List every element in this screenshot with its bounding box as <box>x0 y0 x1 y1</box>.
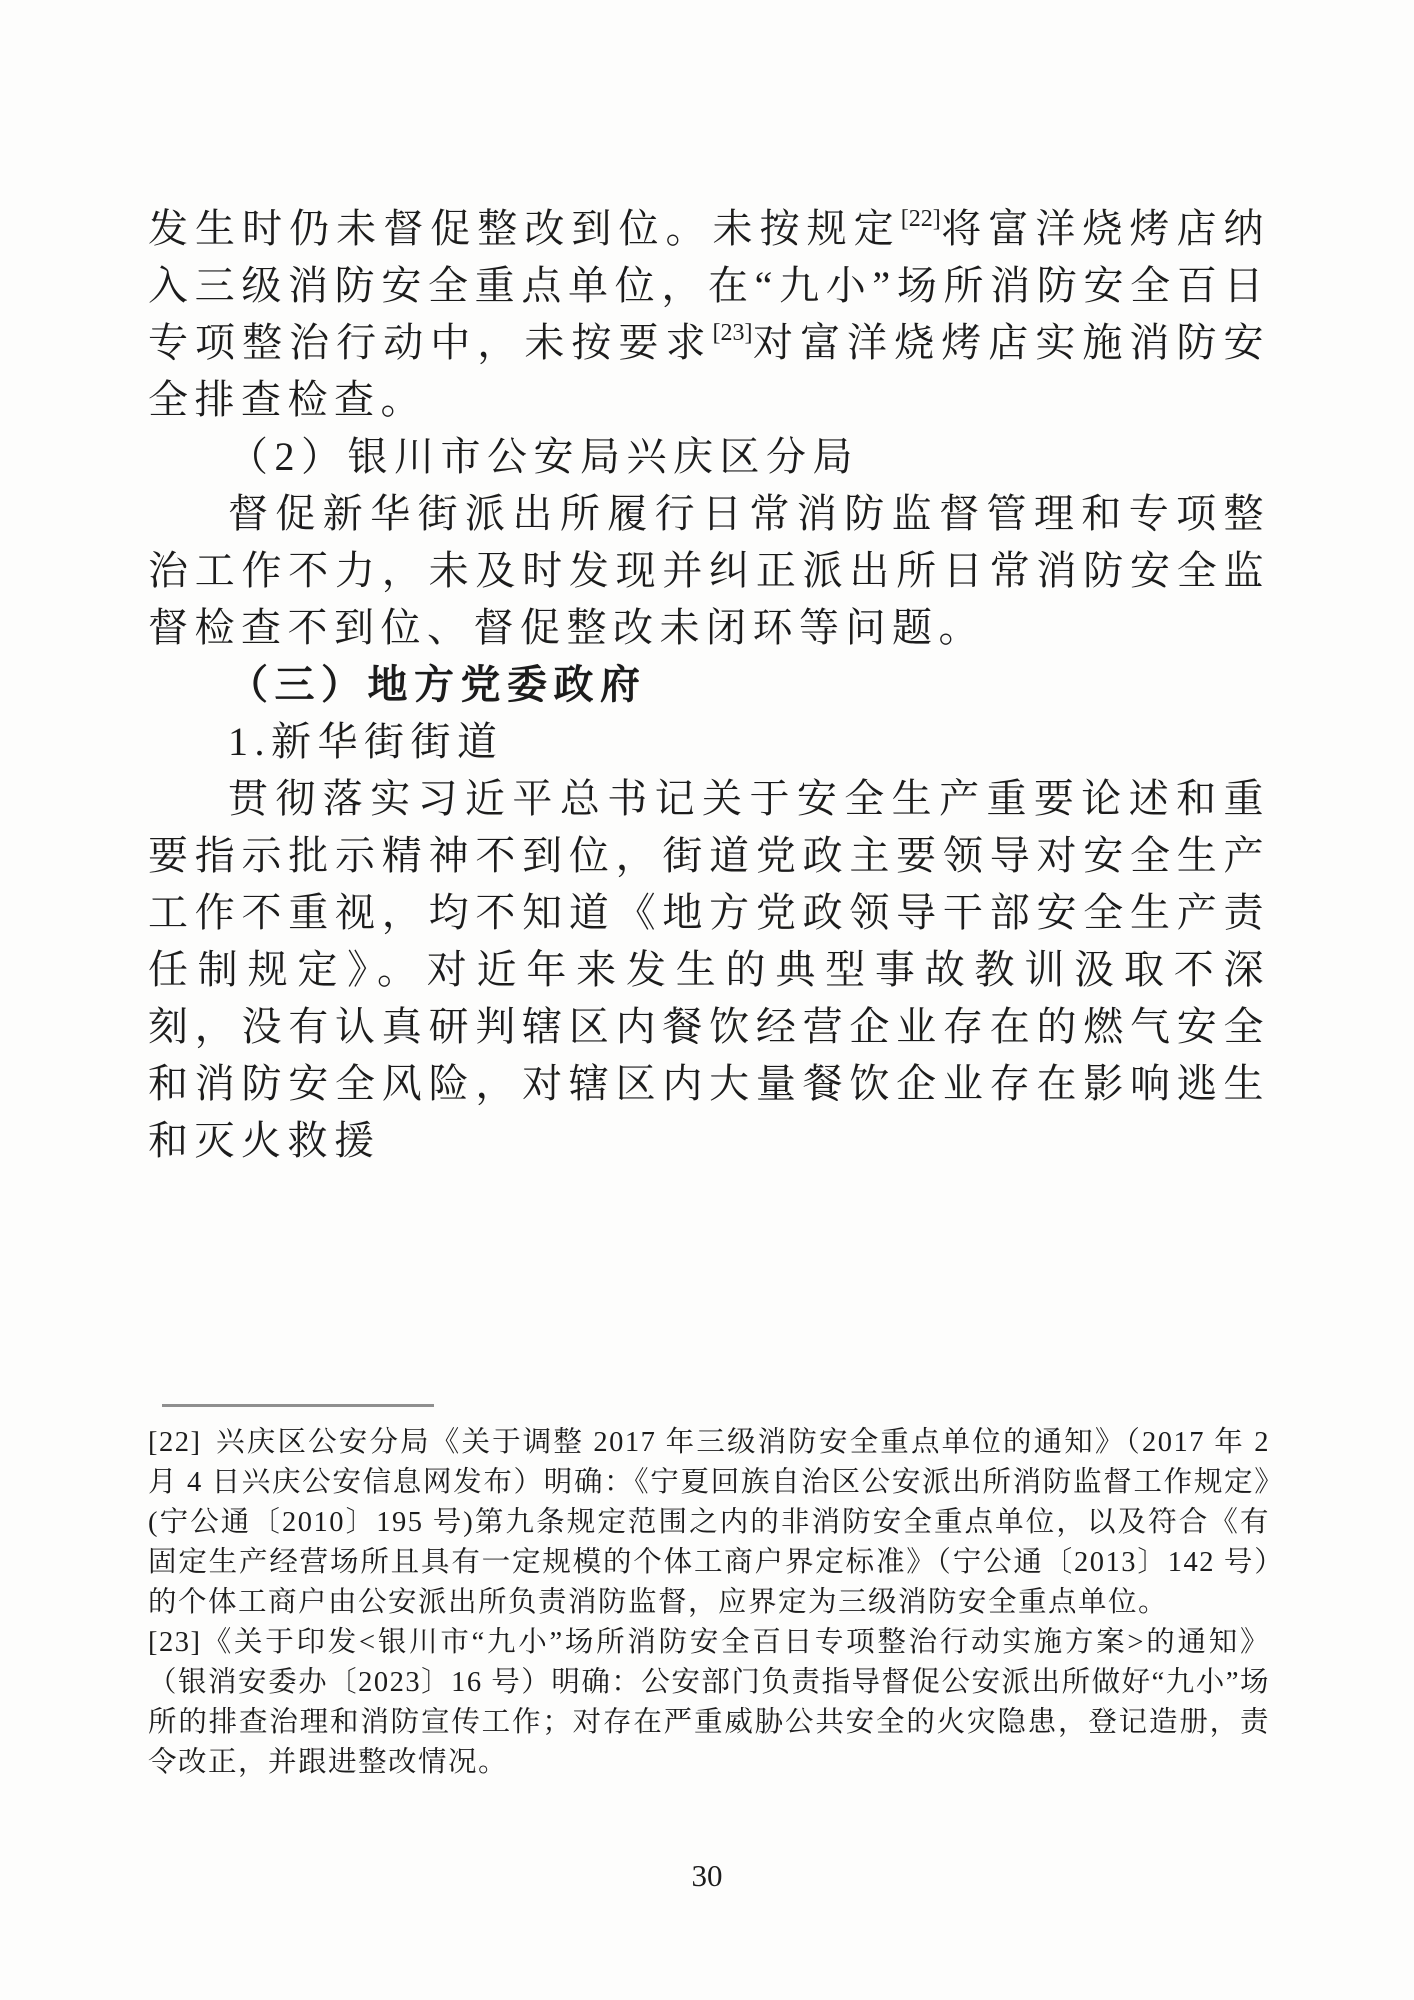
subsection-heading-2: （2）银川市公安局兴庆区分局 <box>228 434 859 479</box>
paragraph-text: 将富洋烧烤店纳入三级消防安全重点单位，在“九小”场所消防安全百日专项整治行动中，未按要求 <box>148 206 1271 365</box>
subsection-heading-1: 1.新华街街道 <box>228 719 504 764</box>
footnote-23-marker: [23] <box>148 1627 202 1658</box>
footnote-23 <box>148 1623 1270 1783</box>
body-paragraph: 贯彻落实习近平总书记关于安全生产重要论述和重要指示批示精神不到位，街道党政主要领导对安全生产工作不重视，均不知道《地方党政领导干部安全生产责任制规定》。对近年来发生的典型事故教训汲取不深刻，没有认真研判辖区内餐饮经营企业存在的燃气安全和消防安全风险，对辖区内大量餐饮企业存在影响逃生和灭火救援 <box>148 776 1270 1163</box>
footnotes-section <box>148 1404 1270 1783</box>
page-number: 30 <box>691 1858 723 1893</box>
footnote-23-text: 《关于印发<银川市“九小”场所消防安全百日专项整治行动实施方案>的通知》（银消安委办〔2023〕16 号）明确：公安部门负责指导督促公安派出所做好“九小”场所的排查治理和消防宣传工作；对存在严重威胁公共安全的火灾隐患，登记造册，责令改正，并跟进整改情况。 <box>148 1627 1270 1778</box>
paragraph-text: 发生时仍未督促整改到位。未按规定 <box>148 206 901 251</box>
body-paragraph-continued: 发生时仍未督促整改到位。未按规定[22]将富洋烧烤店纳入三级消防安全重点单位，在“九小”场所消防安全百日专项整治行动中，未按要求[23]对富洋烧烤店实施消防安全排查检查。 <box>148 206 1271 422</box>
footnote-22 <box>148 1423 1270 1623</box>
footnote-22-text: 兴庆区公安分局《关于调整 2017 年三级消防安全重点单位的通知》（2017 年 2 月 4 日兴庆公安信息网发布）明确：《宁夏回族自治区公安派出所消防监督工作规定》(宁公通〔2010〕195 号)第九条规定范围之内的非消防安全重点单位，以及符合《有固定生产经营场所且具有一定规模的个体工商户界定标准》（宁公通〔2013〕142 号）的个体工商户由公安派出所负责消防监督，应界定为三级消防安全重点单位。 <box>148 1427 1270 1618</box>
body-paragraph: 督促新华街派出所履行日常消防监督管理和专项整治工作不力，未及时发现并纠正派出所日常消防安全监督检查不到位、督促整改未闭环等问题。 <box>148 491 1270 650</box>
body-text <box>148 200 1270 1169</box>
paragraph-text: 对富洋烧烤店实施消防安全排查检查。 <box>148 320 1271 422</box>
section-heading-3: （三）地方党委政府 <box>228 662 647 707</box>
footnote-separator-rule <box>162 1404 434 1407</box>
footnote-22-marker: [22] <box>148 1427 202 1458</box>
